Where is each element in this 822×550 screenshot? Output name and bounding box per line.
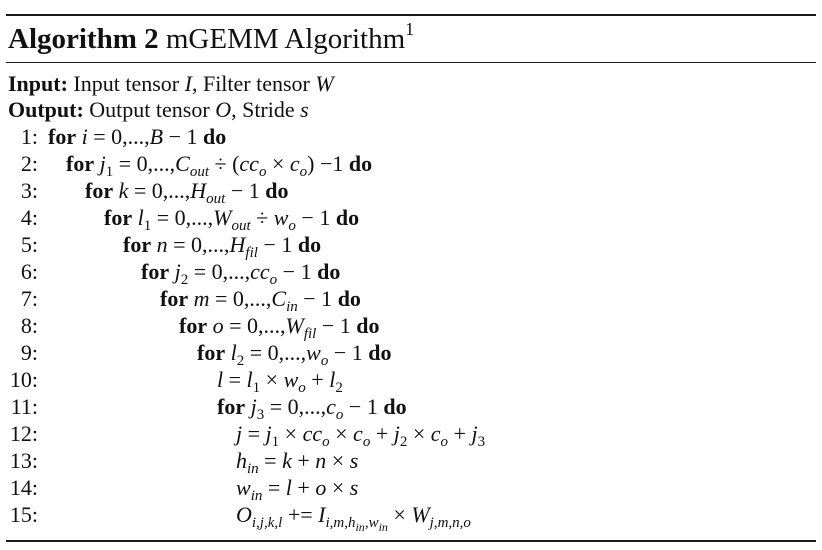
line-code: $O_{i,j,k,l} += I_{i,m,h_{in},w_{in}} \times W_{j,m,n,o}$ (236, 502, 471, 534)
algorithm-label: Algorithm 2 (8, 23, 159, 55)
line-number: 8: (20, 313, 38, 338)
line-number: 14: (9, 475, 38, 500)
line-code: for $n = 0,...,H_{fil} - 1$ do (123, 232, 322, 261)
output-line (8, 97, 309, 123)
line-code: for $j_3 = 0,...,c_o - 1$ do (217, 394, 407, 423)
line-code: for $l_2 = 0,...,w_o - 1$ do (197, 340, 392, 369)
output-text: Output tensor O, Stride s (89, 97, 309, 122)
algorithm-name: mGEMM Algorithm (165, 23, 406, 55)
algorithm-footnote: 1 (405, 19, 415, 39)
line-number: 4: (20, 205, 38, 230)
line-code: for $o = 0,...,W_{fil} - 1$ do (179, 313, 380, 342)
output-label: Output: (8, 97, 84, 122)
input-line (8, 71, 334, 97)
line-number: 7: (20, 286, 38, 311)
line-number: 6: (20, 259, 38, 284)
line-number: 1: (20, 124, 38, 149)
line-number: 9: (20, 340, 38, 365)
caption-rule (6, 62, 816, 63)
line-code: $w_{in} = l + o \times s$ (236, 475, 359, 504)
bottom-rule (6, 540, 816, 542)
line-number: 15: (9, 502, 38, 527)
line-number: 5: (20, 232, 38, 257)
line-code: for $k = 0,...,H_{out} - 1$ do (85, 178, 289, 207)
line-code: $l = l_1 \times w_o + l_2$ (217, 367, 343, 396)
algorithm-caption (8, 17, 414, 61)
line-code: $h_{in} = k + n \times s$ (236, 448, 359, 477)
input-text: Input tensor I, Filter tensor W (73, 71, 334, 96)
line-code: for $j_2 = 0,...,cc_o - 1$ do (141, 259, 341, 288)
line-code: for $m = 0,...,C_{in} - 1$ do (160, 286, 361, 315)
line-code: for i = 0,...,B − 1 do (48, 124, 227, 149)
line-number: 11: (10, 394, 38, 419)
line-number: 13: (9, 448, 38, 473)
line-code: for $l_1 = 0,...,W_{out} \div w_o - 1$ do (104, 205, 360, 234)
line-code: for $j_1 = 0,...,C_{out} \div (cc_o \times c_o) -1$ do (66, 151, 373, 180)
top-rule (6, 14, 816, 16)
line-number: 3: (20, 178, 38, 203)
line-number: 2: (20, 151, 38, 176)
line-code: $j = j_1 \times cc_o \times c_o + j_2 \times c_o + j_3$ (236, 421, 486, 450)
line-number: 10: (9, 367, 38, 392)
line-number: 12: (9, 421, 38, 446)
input-label: Input: (8, 71, 68, 96)
